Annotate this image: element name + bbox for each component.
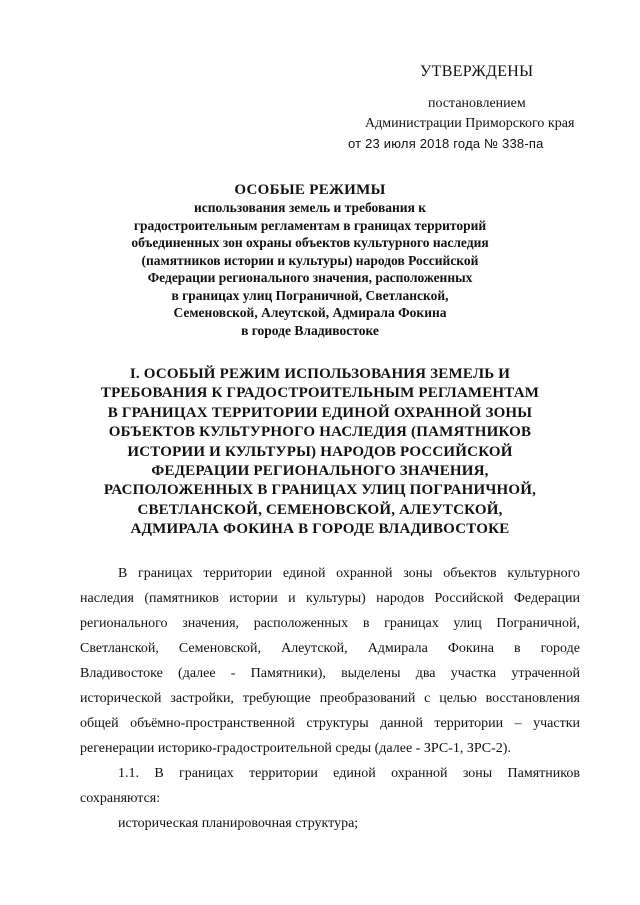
- section-heading-line: ОБЪЕКТОВ КУЛЬТУРНОГО НАСЛЕДИЯ (ПАМЯТНИКОВ: [108, 424, 532, 441]
- paragraph-line: историческая планировочная структура;: [118, 816, 359, 831]
- paragraph-line: Владивостоке (далее - Памятники), выделены два участка утраченной: [80, 666, 580, 681]
- approval-line-1: постановлением: [428, 96, 526, 111]
- paragraph-2: [80, 761, 580, 811]
- approval-line-2: Администрации Приморского края: [365, 116, 575, 131]
- title-line: градостроительным регламентам в границах территорий: [133, 217, 487, 233]
- paragraph-line: регионального значения, расположенных в границах улиц Пограничной,: [80, 616, 580, 631]
- section-heading-line: I. ОСОБЫЙ РЕЖИМ ИСПОЛЬЗОВАНИЯ ЗЕМЕЛЬ И: [129, 366, 511, 382]
- paragraph-1: [80, 561, 580, 761]
- section-heading-line: СВЕТЛАНСКОЙ, СЕМЕНОВСКОЙ, АЛЕУТСКОЙ,: [137, 501, 503, 518]
- title-line: в границах улиц Пограничной, Светланской,: [171, 287, 449, 303]
- title-main: ОСОБЫЕ РЕЖИМЫ: [234, 182, 386, 198]
- approval-heading: УТВЕРЖДЕНЫ: [420, 63, 534, 80]
- section-heading: [100, 365, 540, 540]
- approval-line-3: от 23 июля 2018 года № 338-па: [348, 136, 544, 151]
- title-line: (памятников истории и культуры) народов Российской: [141, 252, 479, 268]
- section-heading-line: ФЕДЕРАЦИИ РЕГИОНАЛЬНОГО ЗНАЧЕНИЯ,: [151, 463, 489, 480]
- paragraph-line: В границах территории единой охранной зоны объектов культурного: [118, 566, 580, 581]
- paragraph-line: 1.1. В границах территории единой охранной зоны Памятников: [118, 766, 580, 781]
- section-heading-line: ИСТОРИИ И КУЛЬТУРЫ) НАРОДОВ РОССИЙСКОЙ: [127, 443, 513, 460]
- title-line: Федерации регионального значения, расположенных: [147, 270, 473, 285]
- paragraph-line: наследия (памятников истории и культуры) народов Российской Федерации: [80, 591, 580, 606]
- section-heading-line: РАСПОЛОЖЕННЫХ В ГРАНИЦАХ УЛИЦ ПОГРАНИЧНОЙ,: [103, 482, 537, 499]
- title-line: в городе Владивостоке: [241, 322, 379, 338]
- paragraph-line: регенерации историко-градостроительной среды (далее - ЗРС-1, ЗРС-2).: [80, 741, 511, 756]
- paragraph-line: Светланской, Семеновской, Алеутской, Адмирала Фокина в городе: [80, 641, 580, 656]
- title-line: использования земель и требования к: [193, 200, 427, 215]
- title-line: объединенных зон охраны объектов культурного наследия: [131, 235, 489, 250]
- section-heading-line: В ГРАНИЦАХ ТЕРРИТОРИИ ЕДИНОЙ ОХРАННОЙ ЗОНЫ: [107, 404, 533, 421]
- paragraph-line: исторической застройки, требующие преобразований с целью восстановления: [80, 691, 580, 706]
- title-line: Семеновской, Алеутской, Адмирала Фокина: [173, 305, 447, 320]
- document-title: [90, 181, 530, 339]
- body-text: [80, 561, 580, 836]
- paragraph-line: общей объёмно-пространственной структуры данной территории – участки: [80, 716, 580, 731]
- paragraph-line: сохраняются:: [80, 791, 161, 806]
- section-heading-line: ТРЕБОВАНИЯ К ГРАДОСТРОИТЕЛЬНЫМ РЕГЛАМЕНТАМ: [100, 385, 540, 402]
- section-heading-line: АДМИРАЛА ФОКИНА В ГОРОДЕ ВЛАДИВОСТОКЕ: [130, 521, 510, 538]
- paragraph-3: [80, 811, 580, 836]
